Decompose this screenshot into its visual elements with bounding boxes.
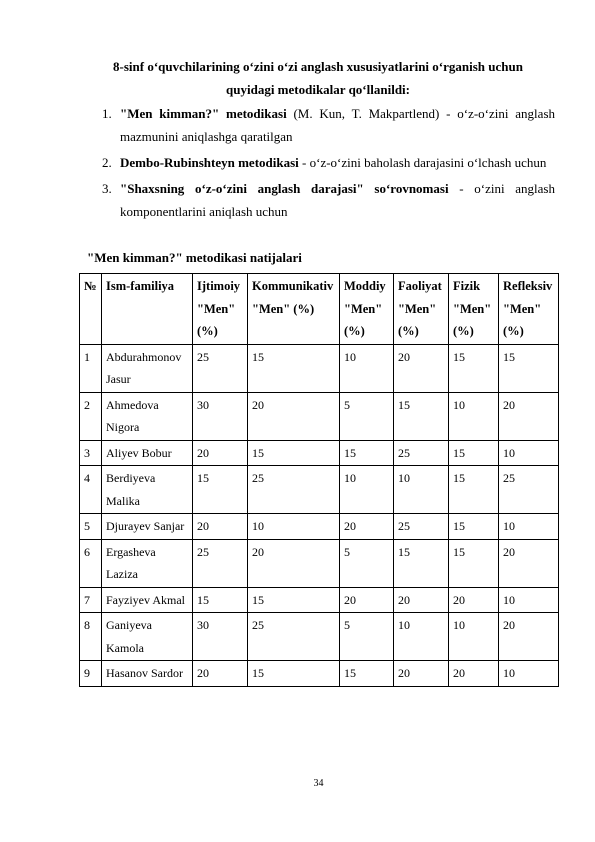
table-cell: 10 <box>449 613 499 661</box>
method-item <box>92 102 555 148</box>
methods-list <box>92 102 555 226</box>
table-cell: 7 <box>80 587 102 613</box>
table-cell: Aliyev Bobur <box>102 440 193 466</box>
table-cell: 15 <box>193 587 248 613</box>
column-header: Refleksiv "Men" (%) <box>499 274 559 345</box>
method-item <box>92 151 555 174</box>
table-cell: Djurayev Sanjar <box>102 514 193 540</box>
column-header: Ijtimoiy "Men" (%) <box>193 274 248 345</box>
column-header: № <box>80 274 102 345</box>
table-cell: 20 <box>340 587 394 613</box>
table-cell: 10 <box>394 613 449 661</box>
table-cell: 15 <box>394 539 449 587</box>
table-cell: Ergasheva Laziza <box>102 539 193 587</box>
table-cell: 5 <box>80 514 102 540</box>
document-title: 8-sinf o‘quvchilarining o‘zini o‘zi anglash xususiyatlarini o‘rganish uchun quyidagi metodikalar qo‘llanildi: <box>113 59 523 97</box>
method-number: 1. <box>102 106 112 121</box>
table-cell: 15 <box>248 661 340 687</box>
table-cell: 15 <box>248 440 340 466</box>
table-cell: 15 <box>248 587 340 613</box>
method-name: "Shaxsning o‘z-o‘zini anglash darajasi" so‘rovnomasi <box>120 181 449 196</box>
table-cell: 30 <box>193 613 248 661</box>
table-cell: 10 <box>340 466 394 514</box>
table-cell: 20 <box>193 440 248 466</box>
table-cell: 25 <box>248 466 340 514</box>
table-row <box>80 661 559 687</box>
results-table <box>79 273 559 687</box>
table-cell: 1 <box>80 344 102 392</box>
table-cell: Berdiyeva Malika <box>102 466 193 514</box>
table-cell: 15 <box>449 466 499 514</box>
table-cell: 10 <box>499 440 559 466</box>
table-cell: 15 <box>193 466 248 514</box>
method-item <box>92 177 555 223</box>
table-cell: 15 <box>449 539 499 587</box>
table-header-row <box>80 274 559 345</box>
table-cell: 15 <box>499 344 559 392</box>
table-cell: 4 <box>80 466 102 514</box>
table-cell: Ahmedova Nigora <box>102 392 193 440</box>
table-cell: Fayziyev Akmal <box>102 587 193 613</box>
table-row <box>80 344 559 392</box>
column-header: Faoliyat "Men" (%) <box>394 274 449 345</box>
method-description: - o‘z-o‘zini baholash darajasini o‘lchash uchun <box>298 155 547 170</box>
method-description: (M. Kun, T. Makpartlend) - o‘z-o‘zini anglash mazmunini aniqlashga qaratilgan <box>120 106 556 144</box>
column-header: Ism-familiya <box>102 274 193 345</box>
table-title: "Men kimman?" metodikasi natijalari <box>87 250 302 265</box>
table-cell: 10 <box>499 587 559 613</box>
table-cell: 5 <box>340 392 394 440</box>
table-cell: 20 <box>193 661 248 687</box>
table-cell: 25 <box>394 514 449 540</box>
table-row <box>80 587 559 613</box>
table-cell: 20 <box>394 661 449 687</box>
table-cell: 15 <box>449 514 499 540</box>
table-cell: 20 <box>193 514 248 540</box>
table-cell: Abdurahmonov Jasur <box>102 344 193 392</box>
table-cell: 10 <box>340 344 394 392</box>
table-cell: 20 <box>340 514 394 540</box>
table-cell: 15 <box>449 344 499 392</box>
table-cell: 5 <box>340 539 394 587</box>
column-header: Fizik "Men" (%) <box>449 274 499 345</box>
table-cell: 25 <box>248 613 340 661</box>
table-cell: Hasanov Sardor <box>102 661 193 687</box>
table-cell: 20 <box>449 587 499 613</box>
table-cell: 25 <box>193 539 248 587</box>
method-name: "Men kimman?" metodikasi <box>120 106 287 121</box>
table-cell: 20 <box>499 392 559 440</box>
table-cell: 25 <box>499 466 559 514</box>
table-cell: 20 <box>394 587 449 613</box>
table-cell: 10 <box>394 466 449 514</box>
column-header: Kommunikativ "Men" (%) <box>248 274 340 345</box>
table-cell: 2 <box>80 392 102 440</box>
table-row <box>80 440 559 466</box>
method-name: Dembo-Rubinshteyn metodikasi <box>120 155 299 170</box>
table-cell: 20 <box>248 539 340 587</box>
page-number: 34 <box>313 778 324 789</box>
column-header: Moddiy "Men" (%) <box>340 274 394 345</box>
table-cell: 5 <box>340 613 394 661</box>
table-cell: 30 <box>193 392 248 440</box>
table-row <box>80 539 559 587</box>
table-cell: 25 <box>193 344 248 392</box>
table-cell: 25 <box>394 440 449 466</box>
table-cell: Ganiyeva Kamola <box>102 613 193 661</box>
table-cell: 15 <box>340 661 394 687</box>
method-description: - o‘zini anglash komponentlarini aniqlash uchun <box>120 181 555 219</box>
table-row <box>80 392 559 440</box>
table-cell: 10 <box>499 661 559 687</box>
table-cell: 20 <box>499 539 559 587</box>
table-cell: 20 <box>394 344 449 392</box>
table-row <box>80 514 559 540</box>
method-number: 3. <box>102 181 112 196</box>
table-cell: 8 <box>80 613 102 661</box>
table-cell: 9 <box>80 661 102 687</box>
table-row <box>80 466 559 514</box>
table-cell: 15 <box>248 344 340 392</box>
table-cell: 10 <box>449 392 499 440</box>
table-row <box>80 613 559 661</box>
table-cell: 6 <box>80 539 102 587</box>
table-cell: 20 <box>449 661 499 687</box>
table-cell: 15 <box>394 392 449 440</box>
table-cell: 3 <box>80 440 102 466</box>
table-cell: 20 <box>248 392 340 440</box>
table-cell: 10 <box>499 514 559 540</box>
method-number: 2. <box>102 155 112 170</box>
table-cell: 20 <box>499 613 559 661</box>
table-cell: 15 <box>340 440 394 466</box>
table-cell: 15 <box>449 440 499 466</box>
table-cell: 10 <box>248 514 340 540</box>
